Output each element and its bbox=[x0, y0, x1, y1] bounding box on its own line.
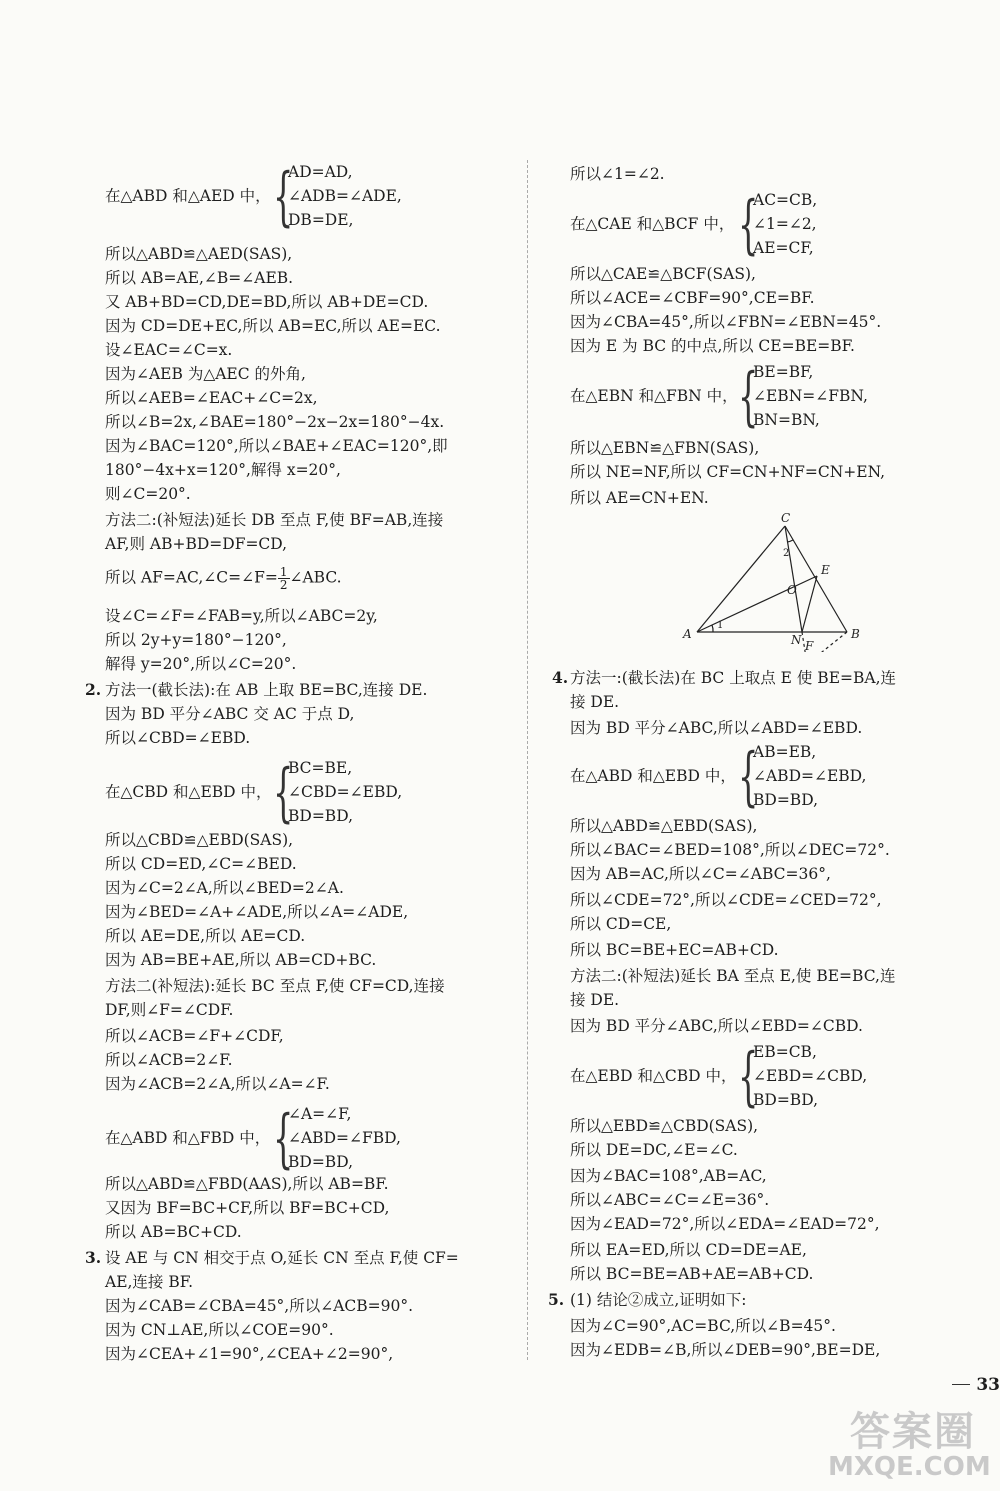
system-row: ∠ADB=∠ADE, bbox=[288, 187, 402, 205]
system-row: BC=BE, bbox=[288, 759, 353, 777]
system-row: BD=BD, bbox=[288, 807, 353, 825]
segment-ne bbox=[802, 576, 817, 632]
text-line: 所以 EA=ED,所以 CD=DE=AE, bbox=[570, 1241, 807, 1259]
system-row: ∠CBD=∠EBD, bbox=[288, 783, 403, 801]
system-row: BD=BD, bbox=[753, 1091, 818, 1109]
text-line: 所以∠ACE=∠CBF=90°,CE=BF. bbox=[570, 289, 815, 307]
system-row: BD=BD, bbox=[288, 1153, 353, 1171]
label-c: C bbox=[781, 512, 791, 525]
page-number: 33 bbox=[976, 1375, 1000, 1395]
brace: { bbox=[273, 756, 294, 830]
text-line: 则∠C=20°. bbox=[105, 485, 191, 503]
text-line: 所以 CD=CE, bbox=[570, 915, 672, 933]
text-line: 又 AB+BD=CD,DE=BD,所以 AB+DE=CD. bbox=[105, 293, 429, 311]
system-row: AB=EB, bbox=[753, 743, 817, 761]
fraction-line: 所以 AF=AC,∠C=∠F= $\frac{1}{2}$ ∠ABC. bbox=[105, 565, 342, 592]
text-line: 又因为 BF=BC+CF,所以 BF=BC+CD, bbox=[105, 1199, 390, 1217]
text-line: 所以△ABD≌△FBD(AAS),所以 AB=BF. bbox=[105, 1175, 389, 1193]
text-line: 设 AE 与 CN 相交于点 O,延长 CN 至点 F,使 CF= bbox=[105, 1249, 459, 1267]
text-line: 所以△CBD≌△EBD(SAS), bbox=[105, 831, 294, 849]
system-row: AD=AD, bbox=[288, 163, 353, 181]
text-line: AF,则 AB+BD=DF=CD, bbox=[105, 535, 288, 553]
label-e: E bbox=[821, 563, 830, 577]
page-number-dash bbox=[952, 1384, 970, 1385]
angle-1-arc bbox=[712, 625, 713, 632]
geometry-figure bbox=[675, 512, 875, 652]
text-line: 方法二:(补短法)延长 BA 至点 E,使 BE=BC,连 bbox=[570, 967, 896, 985]
text-line: 因为∠BAC=120°,所以∠BAE+∠EAC=120°,即 bbox=[105, 437, 448, 455]
text-line: 所以 AB=BC+CD. bbox=[105, 1223, 242, 1241]
system-label: 在△ABD 和△EBD 中， bbox=[570, 767, 736, 785]
text-line: 方法一(截长法):在 AB 上取 BE=BC,连接 DE. bbox=[105, 681, 428, 699]
system-row: EB=CB, bbox=[753, 1043, 817, 1061]
brace: { bbox=[738, 360, 759, 434]
segment-ac bbox=[697, 526, 785, 632]
text-line: 所以∠ABC=∠C=∠E=36°. bbox=[570, 1191, 770, 1209]
text-line: 因为 CD=DE+EC,所以 AB=EC,所以 AE=EC. bbox=[105, 317, 441, 335]
text-line: 所以△EBN≌△FBN(SAS), bbox=[570, 439, 760, 457]
text-line: 所以 NE=NF,所以 CF=CN+NF=CN+EN, bbox=[570, 463, 886, 481]
system-row: BD=BD, bbox=[753, 791, 818, 809]
text-line: 所以 2y+y=180°−120°, bbox=[105, 631, 287, 649]
text-line: 因为 BD 平分∠ABC,所以∠EBD=∠CBD. bbox=[570, 1017, 863, 1035]
text-line: 所以∠CDE=72°,所以∠CDE=∠CED=72°, bbox=[570, 891, 882, 909]
system-label: 在△ABD 和△FBD 中， bbox=[105, 1129, 271, 1147]
text-line: 所以∠ACB=∠F+∠CDF, bbox=[105, 1027, 284, 1045]
label-f: F bbox=[805, 639, 814, 652]
label-a: A bbox=[683, 627, 692, 641]
text-line: 因为 AB=BE+AE,所以 AB=CD+BC. bbox=[105, 951, 377, 969]
system-row: ∠EBD=∠CBD, bbox=[753, 1067, 868, 1085]
system-row: ∠1=∠2, bbox=[753, 215, 817, 233]
column-divider bbox=[527, 160, 528, 1360]
text-line: (1) 结论②成立,证明如下: bbox=[570, 1291, 747, 1309]
system-label: 在△EBD 和△CBD 中， bbox=[570, 1067, 737, 1085]
text-line: 因为∠BED=∠A+∠ADE,所以∠A=∠ADE, bbox=[105, 903, 409, 921]
brace: { bbox=[273, 160, 294, 234]
text-line: 因为∠CAB=∠CBA=45°,所以∠ACB=90°. bbox=[105, 1297, 414, 1315]
text-line: 所以 AE=CN+EN. bbox=[570, 489, 709, 507]
text-line: 因为∠C=90°,AC=BC,所以∠B=45°. bbox=[570, 1317, 836, 1335]
text-line: 所以 BC=BE+EC=AB+CD. bbox=[570, 941, 779, 959]
label-b: B bbox=[851, 627, 860, 641]
system-row: ∠ABD=∠EBD, bbox=[753, 767, 867, 785]
text-line: 因为∠CBA=45°,所以∠FBN=∠EBN=45°. bbox=[570, 313, 882, 331]
question-number-5: 5. bbox=[548, 1290, 565, 1309]
system-label: 在△ABD 和△AED 中， bbox=[105, 187, 271, 205]
text-line: 因为∠EAD=72°,所以∠EDA=∠EAD=72°, bbox=[570, 1215, 880, 1233]
text-line: 因为∠CEA+∠1=90°,∠CEA+∠2=90°, bbox=[105, 1345, 394, 1363]
text-line: 180°−4x+x=120°,解得 x=20°, bbox=[105, 461, 341, 479]
system-row: ∠A=∠F, bbox=[288, 1105, 352, 1123]
system-label: 在△CAE 和△BCF 中， bbox=[570, 215, 735, 233]
text-line: 因为 BD 平分∠ABC 交 AC 于点 D, bbox=[105, 705, 355, 723]
watermark-logo: 答案圈 bbox=[850, 1409, 976, 1455]
text-line: 因为 CN⊥AE,所以∠COE=90°. bbox=[105, 1321, 334, 1339]
text-line: 因为∠BAC=108°,AB=AC, bbox=[570, 1167, 767, 1185]
brace: { bbox=[738, 1040, 759, 1114]
text-line: 因为∠ACB=2∠A,所以∠A=∠F. bbox=[105, 1075, 330, 1093]
text-line: 所以△ABD≌△AED(SAS), bbox=[105, 245, 293, 263]
text-line: 所以∠CBD=∠EBD. bbox=[105, 729, 251, 747]
system-row: BN=BN, bbox=[753, 411, 820, 429]
text-line: 因为 BD 平分∠ABC,所以∠ABD=∠EBD. bbox=[570, 719, 863, 737]
text-line: 所以 CD=ED,∠C=∠BED. bbox=[105, 855, 297, 873]
system-label: 在△CBD 和△EBD 中， bbox=[105, 783, 272, 801]
text-line: 方法二(补短法):延长 BC 至点 F,使 CF=CD,连接 bbox=[105, 977, 445, 995]
text-line: 方法二:(补短法)延长 DB 至点 F,使 BF=AB,连接 bbox=[105, 511, 444, 529]
text-line: AE,连接 BF. bbox=[105, 1273, 194, 1291]
text-line: 因为∠EDB=∠B,所以∠DEB=90°,BE=DE, bbox=[570, 1341, 881, 1359]
text-line: 所以∠BAC=∠BED=108°,所以∠DEC=72°. bbox=[570, 841, 890, 859]
text-line: 设∠C=∠F=∠FAB=y,所以∠ABC=2y, bbox=[105, 607, 378, 625]
text-line: 接 DE. bbox=[570, 693, 620, 711]
text-line: 所以∠ACB=2∠F. bbox=[105, 1051, 233, 1069]
system-row: DB=DE, bbox=[288, 211, 354, 229]
text-line: 解得 y=20°,所以∠C=20°. bbox=[105, 655, 297, 673]
text-line: 所以∠1=∠2. bbox=[570, 165, 665, 183]
system-label: 在△EBN 和△FBN 中， bbox=[570, 387, 738, 405]
question-number-2: 2. bbox=[85, 680, 102, 699]
label-angle-2: 2 bbox=[783, 548, 790, 559]
brace: { bbox=[738, 188, 759, 262]
text-line: 因为∠AEB 为△AEC 的外角, bbox=[105, 365, 306, 383]
system-row: AC=CB, bbox=[753, 191, 818, 209]
text-line: 所以 AB=AE,∠B=∠AEB. bbox=[105, 269, 294, 287]
text-line: DF,则∠F=∠CDF. bbox=[105, 1001, 234, 1019]
question-number-3: 3. bbox=[85, 1248, 102, 1267]
text-line: 设∠EAC=∠C=x. bbox=[105, 341, 233, 359]
text-line: 因为 E 为 BC 的中点,所以 CE=BE=BF. bbox=[570, 337, 855, 355]
watermark-site: MXQE.COM bbox=[828, 1452, 991, 1482]
text-line: 所以 AE=DE,所以 AE=CD. bbox=[105, 927, 306, 945]
text-line: 所以 BC=BE=AB+AE=AB+CD. bbox=[570, 1265, 814, 1283]
text-line: 接 DE. bbox=[570, 991, 620, 1009]
text-line: 所以△CAE≌△BCF(SAS), bbox=[570, 265, 756, 283]
text-line: 所以 DE=DC,∠E=∠C. bbox=[570, 1141, 738, 1159]
label-angle-1: 1 bbox=[717, 620, 724, 631]
system-row: AE=CF, bbox=[753, 239, 814, 257]
segment-ae bbox=[697, 576, 817, 632]
label-n: N bbox=[791, 633, 802, 647]
system-row: BE=BF, bbox=[753, 363, 814, 381]
label-o: O bbox=[787, 583, 797, 597]
system-row: ∠EBN=∠FBN, bbox=[753, 387, 868, 405]
text-line: 因为∠C=2∠A,所以∠BED=2∠A. bbox=[105, 879, 344, 897]
text-line: 因为 AB=AC,所以∠C=∠ABC=36°, bbox=[570, 865, 831, 883]
text-line: 所以∠AEB=∠EAC+∠C=2x, bbox=[105, 389, 318, 407]
fraction: $\frac{1}{2}$ bbox=[279, 565, 288, 592]
text-line: 所以∠B=2x,∠BAE=180°−2x−2x=180°−4x. bbox=[105, 413, 445, 431]
question-number-4: 4. bbox=[552, 668, 569, 687]
text-line: 所以△ABD≌△EBD(SAS), bbox=[570, 817, 758, 835]
system-row: ∠ABD=∠FBD, bbox=[288, 1129, 401, 1147]
brace: { bbox=[273, 1102, 294, 1176]
brace: { bbox=[738, 740, 759, 814]
text-line: 方法一:(截长法)在 BC 上取点 E 使 BE=BA,连 bbox=[570, 669, 897, 687]
text-line: 所以△EBD≌△CBD(SAS), bbox=[570, 1117, 759, 1135]
